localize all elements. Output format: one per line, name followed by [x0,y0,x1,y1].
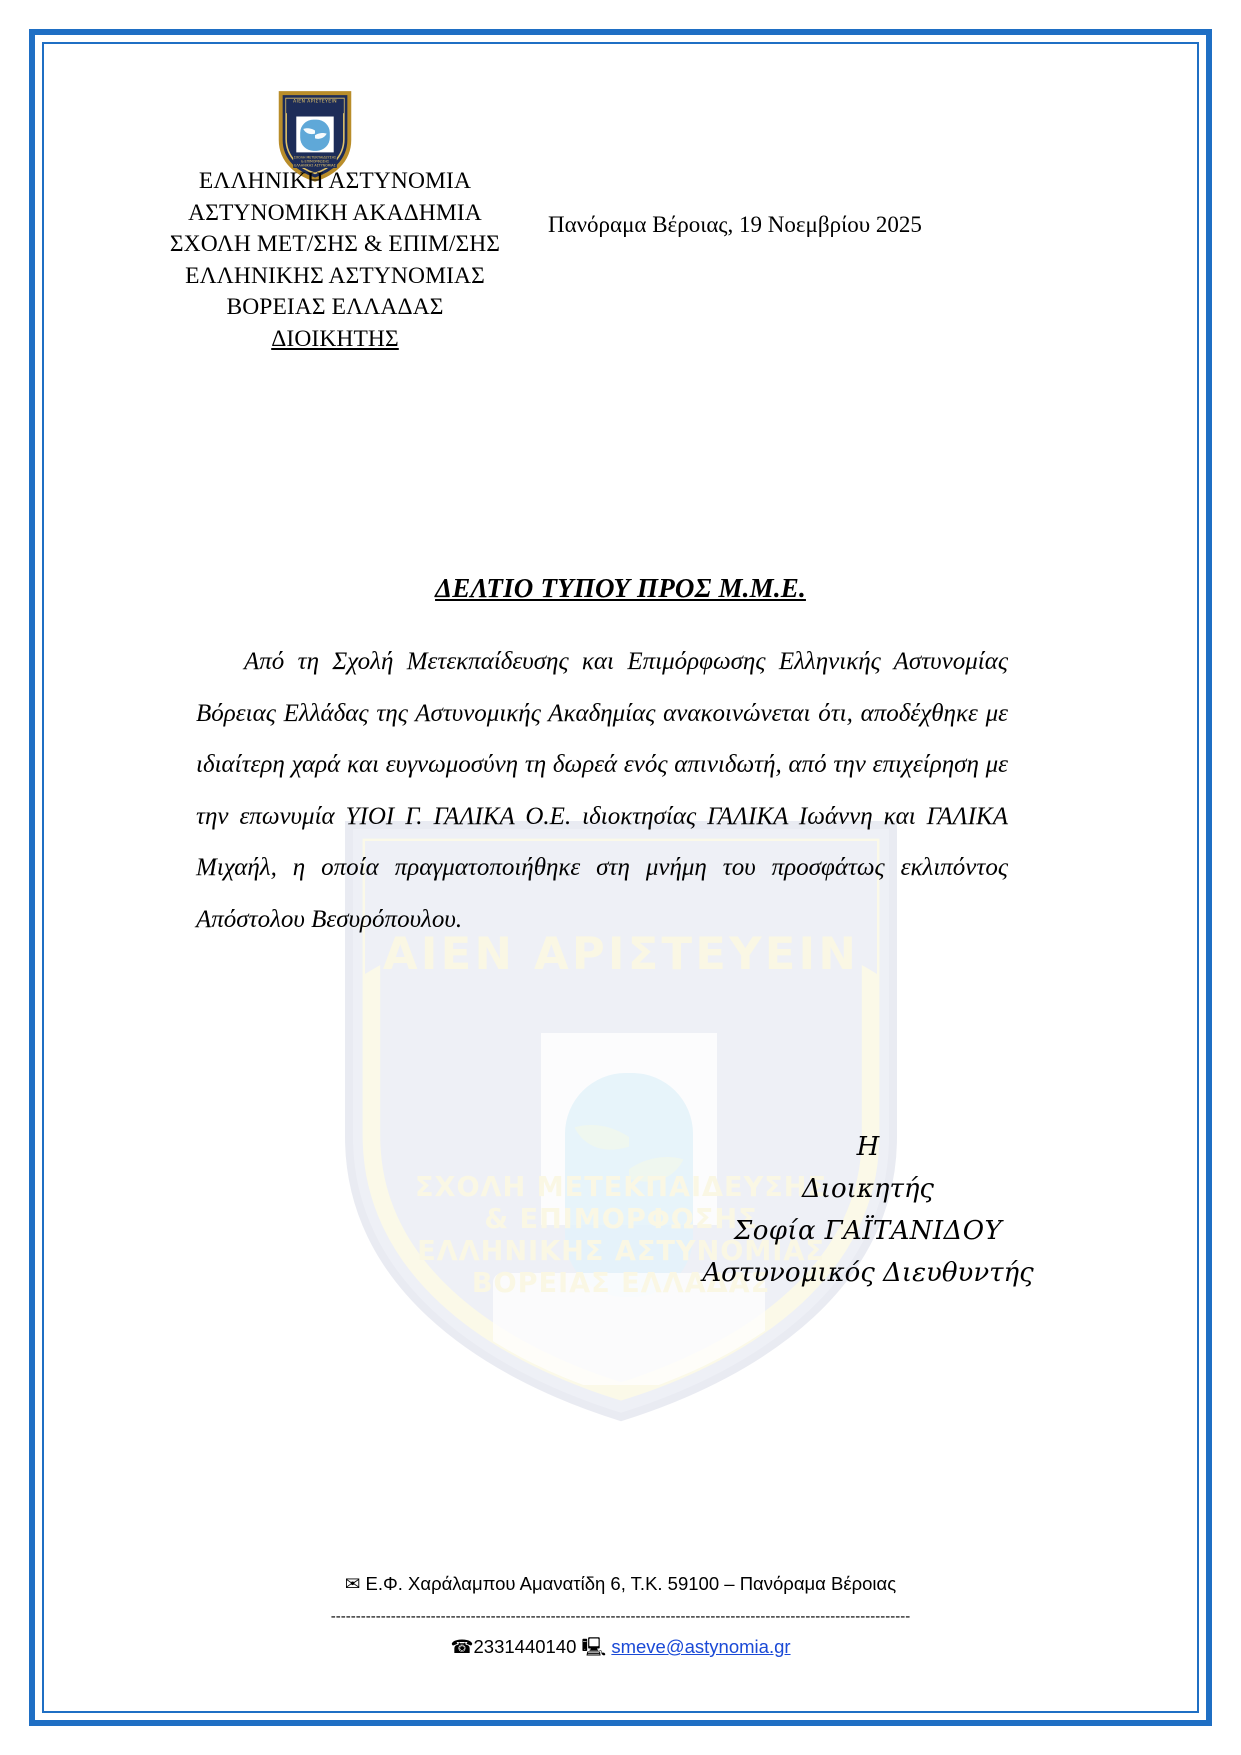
org-line-6-commander: ΔΙΟΙΚΗΤΗΣ [271,325,399,352]
watermark-line-3: ΕΛΛΗΝΙΚΗΣ ΑΣΤΥΝΟΜΙΑΣ [416,1236,825,1268]
svg-text:ΕΛΛΗΝΙΚΗΣ ΑΣΤΥΝΟΜΙΑΣ: ΕΛΛΗΝΙΚΗΣ ΑΣΤΥΝΟΜΙΑΣ [294,163,336,168]
envelope-icon: ✉ [344,1574,361,1595]
svg-text:ΑΙΕΝ ΑΡΙΣΤΕΥΕΙΝ: ΑΙΕΝ ΑΡΙΣΤΕΥΕΙΝ [293,99,337,105]
page-title-text: ΔΕΛΤΙΟ ΤΥΠΟΥ ΠΡΟΣ Μ.Μ.Ε. [435,573,806,603]
signature-rank: Αστυνομικός Διευθυντής [702,1258,1034,1289]
svg-text:ΣΧΟΛΗ ΜΕΤΕΚΠΑΙΔΕΥΣΗΣ: ΣΧΟΛΗ ΜΕΤΕΚΠΑΙΔΕΥΣΗΣ [293,155,337,160]
footer-address-line [48,1573,1193,1595]
document-footer [48,1573,1193,1665]
telephone-icon: ☎ [450,1637,474,1658]
organization-block [120,166,550,356]
computer-icon: 🖳 [581,1637,607,1658]
watermark-motto: ΑΙΕΝ ΑΡΙΣΤΕΥΕΙΝ [382,927,859,980]
page-title [48,573,1193,604]
page-content-area [48,48,1193,1707]
footer-email-link[interactable]: smeve@astynomia.gr [611,1636,791,1657]
footer-contact-line [48,1633,1193,1665]
signature-article: Η [856,1132,880,1162]
org-line-5: ΒΟΡΕΙΑΣ ΕΛΛΑΔΑΣ [226,294,444,321]
watermark-line-1: ΣΧΟΛΗ ΜΕΤΕΚΠΑΙΔΕΥΣΗΣ [414,1172,827,1204]
body-paragraph: Από τη Σχολή Μετεκπαίδευσης και Επιμόρφωσης Ελληνικής Αστυνομίας Βόρειας Ελλάδας της Αστυνομικής Ακαδημίας ανακοινώνεται ότι, αποδέχθηκε με ιδιαίτερη χαρά και ευγνωμοσύνη τη δωρεά ενός απινιδωτή, από την επιχείρηση με την επωνυμία ΥΙΟΙ Γ. ΓΑΛΙΚΑ Ο.Ε. ιδιοκτησίας ΓΑΛΙΚΑ Ιωάννη και ΓΑΛΙΚΑ Μιχαήλ, η οποία πραγματοποιήθηκε στη μνήμη του προσφάτως εκλιπόντος Απόστολου Βεσυρόπουλου. [196,648,1008,933]
footer-divider: -------------------------------------------------------------------------------------------------------------------- [330,1609,911,1625]
footer-phone-number: 2331440140 [473,1636,577,1657]
signature-block [608,1126,1128,1294]
signature-role: Διοικητής [802,1174,934,1205]
org-line-4: ΕΛΛΗΝΙΚΗΣ ΑΣΤΥΝΟΜΙΑΣ [185,262,485,289]
org-line-2: ΑΣΤΥΝΟΜΙΚΗ ΑΚΑΔΗΜΙΑ [188,199,482,226]
watermark-line-4: ΒΟΡΕΙΑΣ ΕΛΛΑΔΑΣ [471,1268,770,1300]
svg-text:& ΕΠΙΜΟΡΦΩΣΗΣ: & ΕΠΙΜΟΡΦΩΣΗΣ [300,159,330,164]
date-line: Πανόραμα Βέροιας, 19 Νοεμβρίου 2025 [548,212,922,237]
org-line-1: ΕΛΛΗΝΙΚΗ ΑΣΤΥΝΟΜΙΑ [198,168,472,194]
org-line-3: ΣΧΟΛΗ ΜΕΤ/ΣΗΣ & ΕΠΙΜ/ΣΗΣ [169,231,501,258]
signature-name: Σοφία ΓΑΪΤΑΝΙΔΟΥ [733,1216,1003,1247]
footer-address-text: Ε.Φ. Χαράλαμπου Αμανατίδη 6, Τ.Κ. 59100 – Πανόραμα Βέροιας [365,1573,897,1594]
watermark-line-2: & ΕΠΙΜΟΡΦΩΣΗΣ [483,1204,758,1236]
